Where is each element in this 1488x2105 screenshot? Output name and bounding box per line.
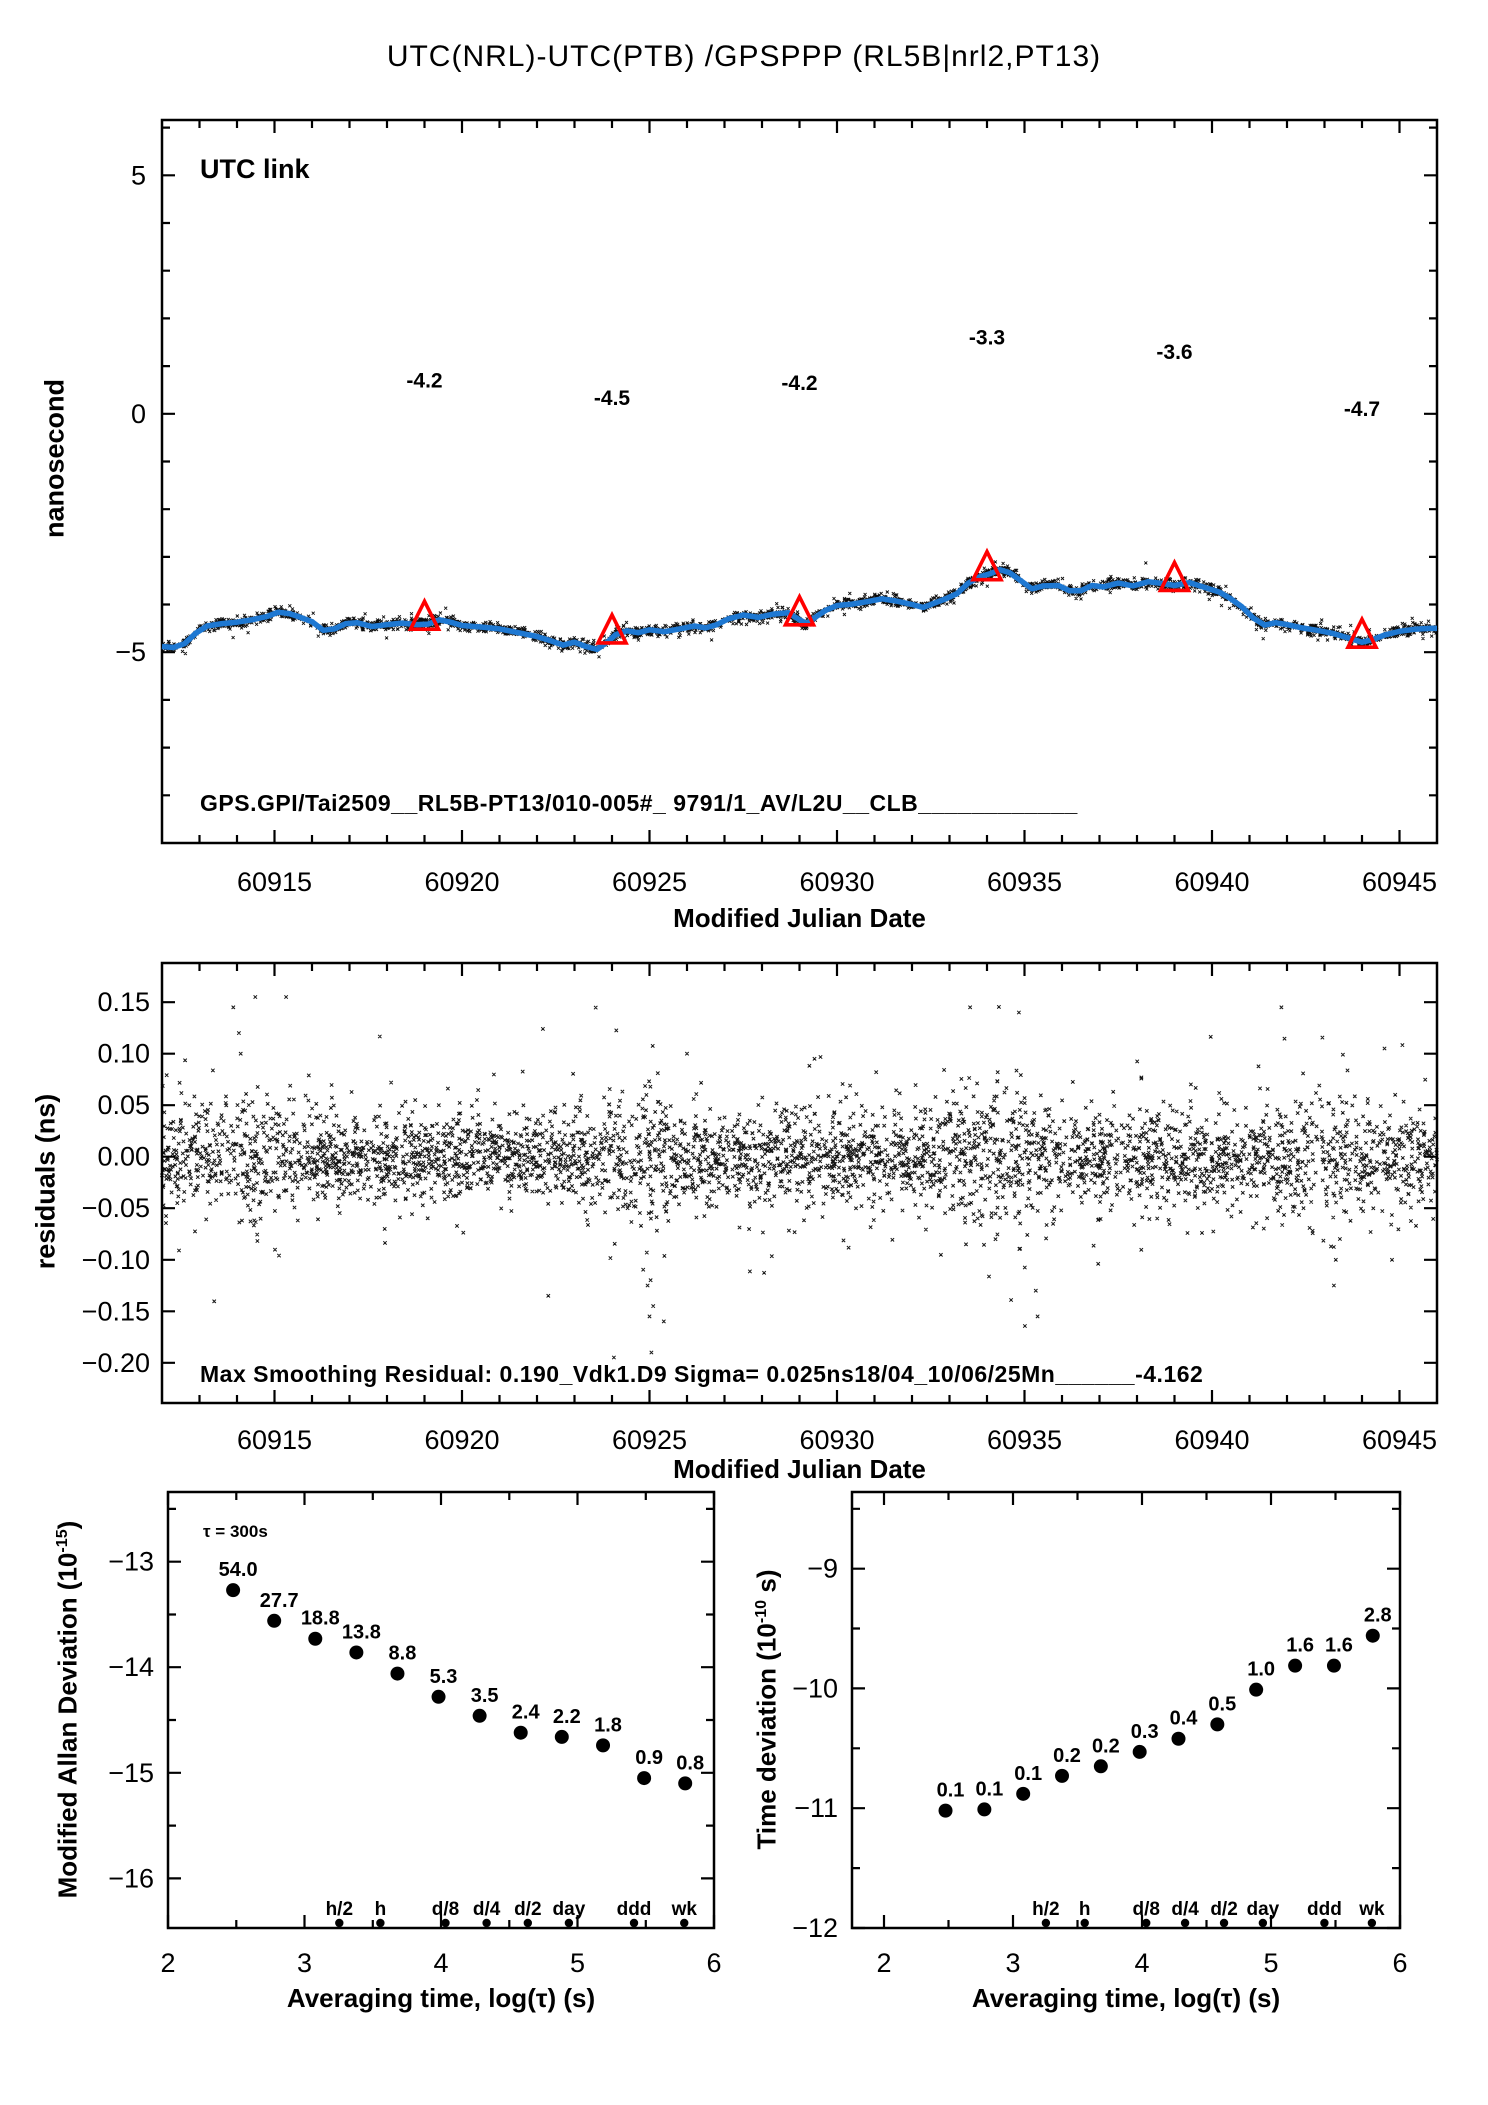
deviation-point (473, 1709, 487, 1723)
deviation-point (1327, 1659, 1341, 1673)
deviation-value-label: 18.8 (300, 1607, 340, 1630)
y-tick-label: −13 (108, 1546, 154, 1577)
deviation-value-label: 2.8 (1363, 1604, 1392, 1627)
figure-title: UTC(NRL)-UTC(PTB) /GPSPPP (RL5B|nrl2,PT13) (386, 40, 1102, 73)
x-tick-label: 60925 (611, 1425, 688, 1455)
time-mark-label: h/2 (1032, 1899, 1060, 1920)
time-mark-dot (1220, 1919, 1228, 1927)
panel3-y-axis-label-close: ) (52, 1520, 83, 1530)
y-tick-label: −15 (108, 1757, 154, 1788)
deviation-point (1172, 1732, 1186, 1746)
deviation-point (1210, 1717, 1224, 1731)
x-tick-label: 60945 (1361, 867, 1438, 897)
deviation-point (267, 1614, 281, 1628)
residual-points (160, 995, 1438, 1359)
x-tick-label: 5 (1263, 1948, 1279, 1978)
time-mark-label: d/2 (514, 1899, 542, 1920)
time-mark-label: day (552, 1899, 586, 1920)
panel1-x-axis-label: Modified Julian Date (673, 903, 926, 933)
time-mark-label: h (374, 1899, 387, 1920)
panel3-x-axis-label: Averaging time, log(τ) (s) (286, 1983, 596, 2013)
time-mark-dot (441, 1919, 449, 1927)
utc-link-label: UTC link (200, 154, 310, 184)
y-tick-label: 0 (130, 398, 146, 429)
time-mark-dot (1368, 1919, 1376, 1927)
time-mark-dot (1081, 1919, 1089, 1927)
y-tick-label: 0.00 (97, 1141, 150, 1172)
deviation-value-label: 0.1 (975, 1778, 1004, 1801)
panel2-x-axis-label: Modified Julian Date (673, 1454, 926, 1484)
deviation-value-label: 2.2 (552, 1705, 581, 1728)
time-mark-dot (1042, 1919, 1050, 1927)
plot-frame (162, 120, 1437, 843)
time-mark-label: h (1078, 1899, 1091, 1920)
deviation-value-label: 3.5 (470, 1684, 499, 1707)
time-mark-dot (376, 1919, 384, 1927)
panel4-y-axis-label-sup: -10 (751, 1599, 770, 1624)
deviation-point (1055, 1769, 1069, 1783)
y-tick-label: −12 (792, 1913, 838, 1943)
deviation-point (678, 1776, 692, 1790)
time-mark-dot (1181, 1919, 1189, 1927)
deviation-value-label: 27.7 (259, 1589, 299, 1612)
deviation-point (1288, 1659, 1302, 1673)
panel2-y-axis-label: residuals (ns) (30, 1093, 61, 1270)
time-mark-dot (630, 1919, 638, 1927)
deviation-value-label: 54.0 (218, 1559, 258, 1582)
x-tick-label: 3 (296, 1948, 313, 1978)
deviation-point (555, 1730, 569, 1744)
time-mark-dot (524, 1919, 532, 1927)
deviation-value-label: 13.8 (341, 1621, 381, 1644)
deviation-point (1249, 1683, 1263, 1697)
deviation-value-label: 0.5 (1208, 1693, 1237, 1716)
axis-ticks (852, 1492, 1400, 1928)
deviation-value-label: 1.6 (1325, 1634, 1353, 1657)
panel4-y-axis-label (752, 1430, 783, 1990)
panel3-y-axis-label-main: Modified Allan Deviation (10 (52, 1552, 83, 1899)
axis-ticks (168, 1492, 714, 1928)
deviation-point (1366, 1629, 1380, 1643)
calibration-value-label: -3.6 (1156, 340, 1193, 364)
y-tick-label: −11 (794, 1793, 838, 1824)
panel4-y-axis-label-main: Time deviation (10 (751, 1623, 782, 1850)
time-mark-label: d/4 (472, 1899, 501, 1920)
deviation-value-label: 1.6 (1286, 1634, 1315, 1657)
x-tick-label: 60930 (799, 1425, 875, 1455)
deviation-point (1016, 1787, 1030, 1801)
deviation-point (390, 1667, 404, 1681)
deviation-value-label: 0.2 (1053, 1744, 1081, 1767)
tau-note: τ = 300s (203, 1522, 268, 1541)
y-tick-label: 5 (130, 160, 146, 191)
y-tick-label: −9 (807, 1553, 838, 1584)
time-mark-label: ddd (616, 1899, 652, 1920)
x-tick-label: 60925 (611, 867, 688, 897)
deviation-value-label: 1.0 (1247, 1658, 1276, 1681)
time-mark-label: h/2 (325, 1899, 354, 1920)
utc-link-plot-panel (115, 120, 1438, 897)
time-mark-dot (1259, 1919, 1267, 1927)
y-tick-label: −0.20 (81, 1347, 150, 1378)
allan-deviation-panel (108, 1492, 721, 1978)
calibration-value-label: -3.3 (968, 326, 1006, 350)
deviation-point (226, 1583, 240, 1597)
deviation-value-label: 0.4 (1169, 1707, 1198, 1730)
time-mark-label: d/4 (1171, 1899, 1199, 1920)
deviation-point (637, 1771, 651, 1785)
x-tick-label: 60940 (1174, 1425, 1250, 1455)
deviation-point (432, 1690, 446, 1704)
panel1-id-string: GPS.GPI/Tai2509__RL5B-PT13/010-005#_ 9791/1_AV/L2U__CLB____________ (200, 790, 1078, 816)
x-tick-label: 5 (569, 1948, 586, 1978)
y-tick-label: −5 (115, 637, 146, 668)
x-tick-label: 60920 (424, 867, 500, 897)
deviation-point (349, 1645, 363, 1659)
deviation-value-label: 1.8 (594, 1714, 622, 1737)
y-tick-label: −16 (108, 1863, 154, 1894)
y-tick-label: −0.05 (81, 1193, 150, 1224)
panel1-y-axis-label: nanosecond (39, 378, 70, 539)
time-mark-dot (1320, 1919, 1328, 1927)
time-mark-dot (335, 1919, 343, 1927)
deviation-value-label: 0.1 (936, 1779, 965, 1802)
calibration-value-label: -4.7 (1343, 398, 1381, 422)
time-mark-dot (1142, 1919, 1150, 1927)
x-tick-label: 60940 (1174, 867, 1250, 897)
smoothed-trace (162, 570, 1437, 650)
time-deviation-panel (792, 1492, 1407, 1978)
panel3-y-axis-label (53, 1430, 84, 1990)
time-mark-dot (482, 1919, 490, 1927)
x-tick-label: 60945 (1361, 1425, 1438, 1455)
deviation-value-label: 0.9 (635, 1747, 664, 1770)
x-tick-label: 6 (706, 1948, 722, 1978)
x-tick-label: 3 (1005, 1948, 1021, 1978)
time-mark-label: ddd (1306, 1899, 1342, 1920)
time-mark-dot (680, 1919, 688, 1927)
time-mark-dot (565, 1919, 573, 1927)
plot-frame (852, 1492, 1400, 1928)
calibration-value-label: -4.2 (781, 371, 818, 395)
y-tick-label: −0.15 (81, 1296, 150, 1327)
y-tick-label: −10 (792, 1673, 838, 1704)
deviation-point (1133, 1745, 1147, 1759)
time-mark-label: d/8 (431, 1899, 460, 1920)
x-tick-label: 2 (160, 1948, 176, 1978)
panel2-smoothing-note: Max Smoothing Residual: 0.190_Vdk1.D9 Sigma= 0.025ns18/04_10/06/25Mn______-4.162 (200, 1361, 1204, 1387)
time-mark-label: d/2 (1210, 1899, 1238, 1920)
deviation-point (939, 1804, 953, 1818)
panel4-y-axis-label-close: s) (751, 1569, 782, 1600)
x-tick-label: 4 (1134, 1948, 1150, 1978)
x-tick-label: 60915 (236, 867, 313, 897)
calibration-value-label: -4.5 (593, 387, 631, 411)
x-tick-label: 60920 (424, 1425, 500, 1455)
deviation-point (514, 1726, 528, 1740)
deviation-value-label: 8.8 (388, 1642, 417, 1665)
deviation-value-label: 0.3 (1130, 1720, 1159, 1743)
y-tick-label: 0.10 (97, 1038, 150, 1069)
time-mark-label: d/8 (1132, 1899, 1160, 1920)
deviation-value-label: 0.8 (676, 1752, 705, 1775)
x-tick-label: 2 (876, 1948, 892, 1978)
x-tick-label: 60935 (986, 1425, 1063, 1455)
deviation-value-label: 2.4 (511, 1701, 540, 1724)
deviation-value-label: 0.2 (1091, 1735, 1120, 1758)
deviation-value-label: 5.3 (429, 1665, 458, 1688)
deviation-point (1094, 1759, 1108, 1773)
y-tick-label: 0.15 (97, 987, 150, 1018)
y-tick-label: −0.10 (81, 1244, 150, 1275)
panel4-x-axis-label: Averaging time, log(τ) (s) (971, 1983, 1281, 2013)
x-tick-label: 60930 (799, 867, 875, 897)
deviation-point (308, 1632, 322, 1646)
axis-ticks (162, 120, 1437, 843)
y-tick-label: −14 (108, 1652, 154, 1683)
plot-frame (168, 1492, 714, 1928)
x-tick-label: 60935 (986, 867, 1063, 897)
x-tick-label: 4 (433, 1948, 449, 1978)
y-tick-label: 0.05 (97, 1090, 150, 1121)
time-mark-label: wk (671, 1899, 697, 1920)
calibration-value-label: -4.2 (406, 369, 443, 393)
x-tick-label: 60915 (236, 1425, 313, 1455)
x-tick-label: 6 (1392, 1948, 1408, 1978)
time-mark-label: wk (1359, 1899, 1385, 1920)
panel3-y-axis-label-sup: -15 (52, 1529, 71, 1553)
deviation-point (596, 1738, 610, 1752)
time-mark-label: day (1246, 1899, 1280, 1920)
deviation-point (977, 1802, 991, 1816)
deviation-value-label: 0.1 (1014, 1762, 1043, 1785)
